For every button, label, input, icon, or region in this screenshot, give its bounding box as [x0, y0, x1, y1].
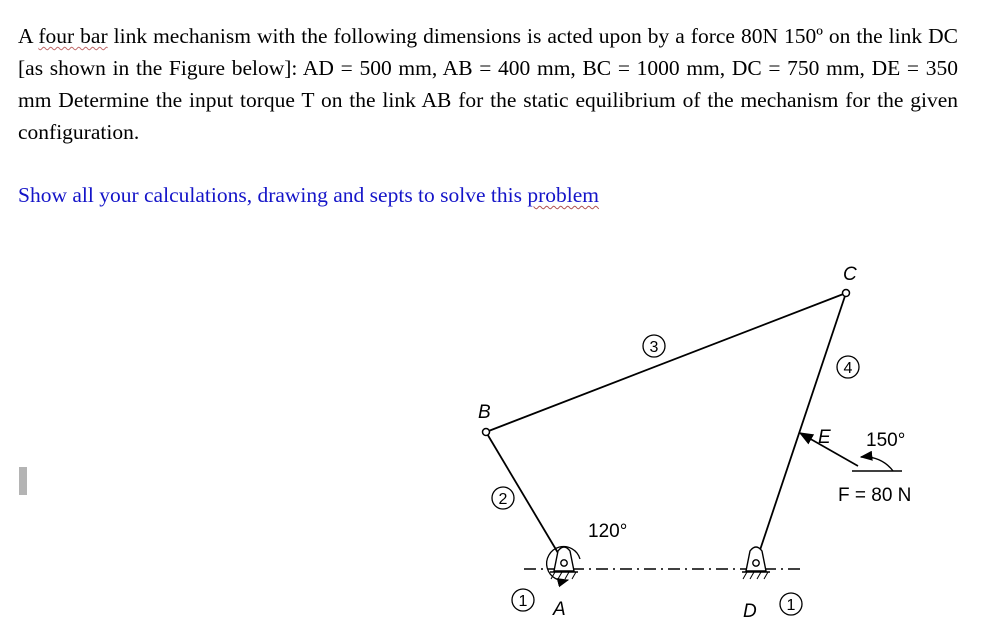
- problem-underlined-term: four bar: [38, 24, 108, 48]
- force-magnitude-label: F = 80 N: [838, 485, 912, 506]
- angle-label-a: 120°: [588, 521, 628, 542]
- link-bc: [486, 293, 846, 432]
- force-angle-arc: [861, 457, 893, 471]
- problem-text-start: A: [18, 24, 39, 48]
- force-angle-label: 150°: [866, 430, 906, 451]
- label-e: E: [818, 427, 831, 448]
- pivot-d: [742, 547, 770, 579]
- instruction-underlined-word: problem: [527, 183, 600, 207]
- joint-c: [843, 290, 850, 297]
- svg-text:4: 4: [843, 360, 853, 377]
- joint-b: [483, 429, 490, 436]
- link-number-3: [643, 335, 665, 357]
- label-d: D: [743, 601, 757, 622]
- label-b: B: [478, 402, 491, 423]
- label-a: A: [553, 599, 566, 620]
- pivot-a: [550, 547, 578, 579]
- svg-text:1: 1: [518, 593, 528, 610]
- link-number-1-d: [780, 593, 802, 615]
- svg-text:3: 3: [649, 339, 659, 356]
- svg-text:1: 1: [786, 597, 796, 614]
- svg-text:2: 2: [498, 491, 508, 508]
- problem-text-rest: link mechanism with the following dimensions is acted upon by a force 80N 150º on the link DC [as shown in the Figure below]: AD = 500 mm, AB = 400 mm, BC = 1000 mm, DC = 750 mm, DE = 350 mm Determine the input torque T on the link AB for the static equilibrium of the mechanism for the given configuration.: [18, 24, 958, 144]
- link-number-4: [837, 356, 859, 378]
- link-number-2: [492, 487, 514, 509]
- instruction-text: Show all your calculations, drawing and septs to solve this: [18, 183, 528, 207]
- link-number-1-a: [512, 589, 534, 611]
- link-cd: [756, 293, 846, 562]
- label-c: C: [843, 264, 857, 285]
